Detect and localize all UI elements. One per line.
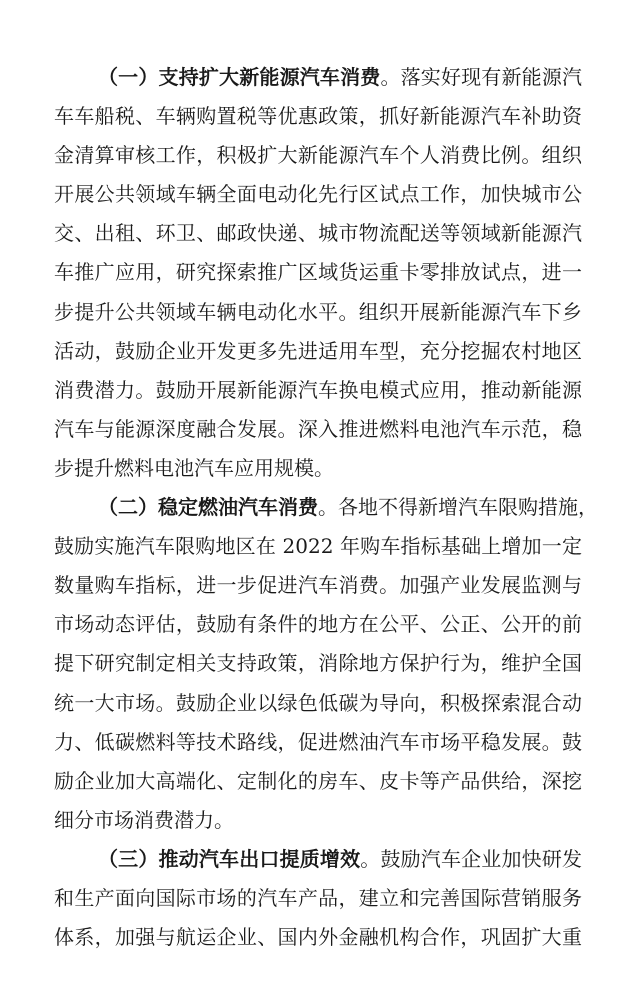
paragraph-line: 步提升燃料电池汽车应用规模。 (54, 455, 334, 480)
paragraph-text: 。鼓励汽车企业加快研发 (360, 846, 583, 871)
paragraph-line: 车车船税、车辆购置税等优惠政策，抓好新能源汽车补助资 (54, 104, 582, 129)
paragraph-text: 。各地不得新增汽车限购措施， (318, 495, 598, 520)
paragraph-line: 汽车与能源深度融合发展。深入推进燃料电池汽车示范，稳 (54, 416, 582, 441)
section-heading: （二）稳定燃油汽车消费 (98, 495, 318, 520)
paragraph-line: 步提升公共领域车辆电动化水平。组织开展新能源汽车下乡 (54, 299, 582, 324)
paragraph-line: 市场动态评估，鼓励有条件的地方在公平、公正、公开的前 (54, 612, 582, 637)
paragraph-line: 数量购车指标，进一步促进汽车消费。加强产业发展监测与 (54, 573, 582, 598)
paragraph-line (54, 488, 598, 527)
paragraph-line: 开展公共领域车辆全面电动化先行区试点工作，加快城市公 (54, 182, 582, 207)
paragraph-line (54, 58, 582, 97)
paragraph-line: 体系，加强与航运企业、国内外金融机构合作，巩固扩大重 (54, 925, 582, 950)
paragraph-line: 消费潜力。鼓励开展新能源汽车换电模式应用，推动新能源 (54, 377, 582, 402)
paragraph-line: 交、出租、环卫、邮政快递、城市物流配送等领域新能源汽 (54, 221, 582, 246)
paragraph-line: 细分市场消费潜力。 (54, 807, 234, 832)
paragraph-line: 力、低碳燃料等技术路线，促进燃油汽车市场平稳发展。鼓 (54, 729, 582, 754)
paragraph-line: 提下研究制定相关支持政策，消除地方保护行为，维护全国 (54, 651, 582, 676)
paragraph-text: 。落实好现有新能源汽 (380, 65, 583, 89)
paragraph-line (54, 840, 582, 879)
paragraph-line: 活动，鼓励企业开发更多先进适用车型，充分挖掘农村地区 (54, 338, 582, 363)
paragraph-line: 鼓励实施汽车限购地区在 2022 年购车指标基础上增加一定 (54, 534, 582, 559)
paragraph-line: 车推广应用，研究探索推广区域货运重卡零排放试点，进一 (54, 260, 582, 285)
document-page (54, 58, 598, 957)
paragraph-line: 和生产面向国际市场的汽车产品，建立和完善国际营销服务 (54, 885, 582, 910)
section-heading: （一）支持扩大新能源汽车消费 (98, 65, 381, 89)
paragraph-line: 金清算审核工作，积极扩大新能源汽车个人消费比例。组织 (54, 143, 582, 168)
paragraph-line: 统一大市场。鼓励企业以绿色低碳为导向，积极探索混合动 (54, 690, 582, 715)
paragraph-line: 励企业加大高端化、定制化的房车、皮卡等产品供给，深挖 (54, 768, 582, 793)
section-heading: （三）推动汽车出口提质增效 (98, 846, 361, 871)
